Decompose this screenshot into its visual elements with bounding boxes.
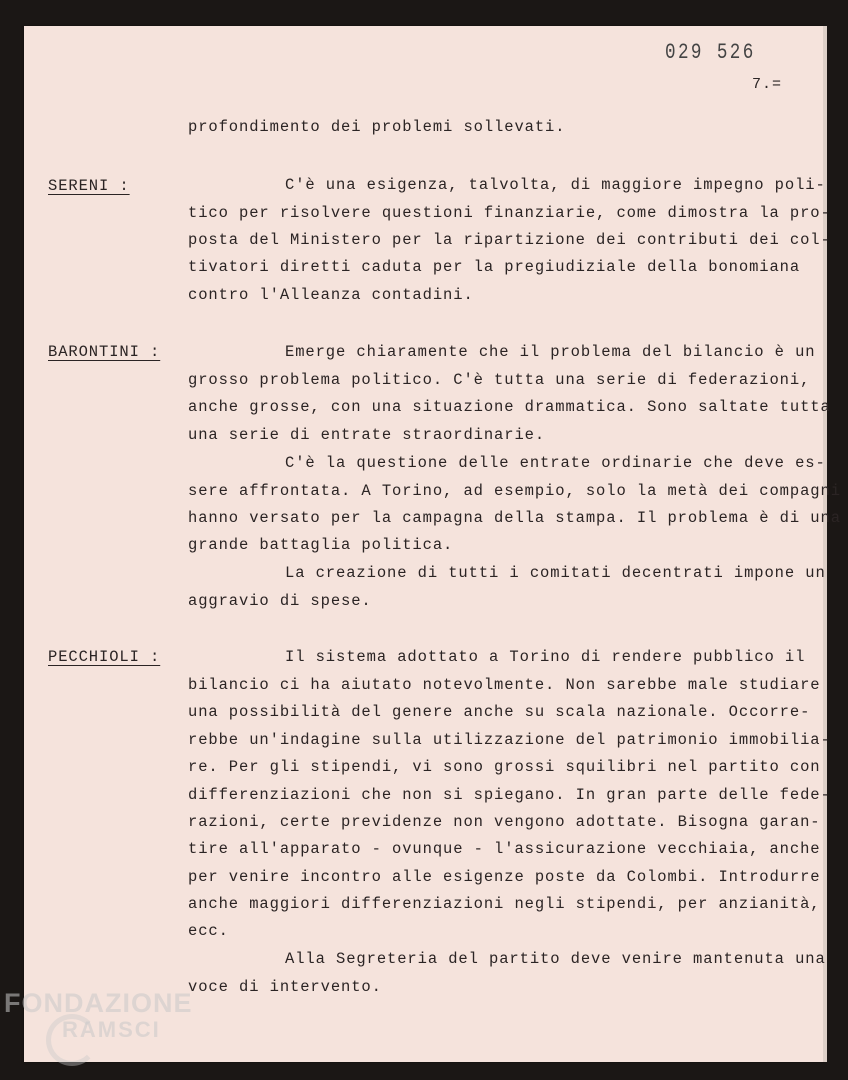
text-line: per venire incontro alle esigenze poste da Colombi. Introdurre [188,868,821,886]
text-line: La creazione di tutti i comitati decentrati impone un [285,564,826,582]
text-line: bilancio ci ha aiutato notevolmente. Non sarebbe male studiare [188,676,821,694]
text-line: C'è la questione delle entrate ordinarie che deve es- [285,454,826,472]
text-line: posta del Ministero per la ripartizione dei contributi dei col- [188,231,831,249]
text-line: tico per risolvere questioni finanziarie, come dimostra la pro- [188,204,831,222]
watermark-line2: RAMSCI [62,1017,161,1042]
watermark-line1: FONDAZIONE [4,988,193,1018]
watermark [4,988,193,1043]
archive-number: 029 526 [665,40,756,65]
text-line: C'è una esigenza, talvolta, di maggiore impegno poli- [285,176,826,194]
text-line: Il sistema adottato a Torino di rendere pubblico il [285,648,806,666]
text-line: tire all'apparato - ovunque - l'assicurazione vecchiaia, anche [188,840,821,858]
text-line: differenziazioni che non si spiegano. In gran parte delle fede- [188,786,831,804]
speaker-label-barontini: BARONTINI : [48,343,161,361]
text-line: aggravio di spese. [188,592,372,610]
text-line: ecc. [188,922,229,940]
text-line: profondimento dei problemi sollevati. [188,118,566,136]
speaker-label-pecchioli: PECCHIOLI : [48,648,161,666]
text-line: re. Per gli stipendi, vi sono grossi squilibri nel partito con [188,758,821,776]
text-line: una possibilità del genere anche su scala nazionale. Occorre- [188,703,811,721]
text-line: grosso problema politico. C'è tutta una serie di federazioni, [188,371,811,389]
text-line: contro l'Alleanza contadini. [188,286,474,304]
page-number: 7.= [752,76,783,93]
text-line: anche maggiori differenziazioni negli stipendi, per anzianità, [188,895,821,913]
speaker-label-sereni: SERENI : [48,177,130,195]
text-line: razioni, certe previdenze non vengono adottate. Bisogna garan- [188,813,821,831]
text-line: Emerge chiaramente che il problema del bilancio è un [285,343,816,361]
text-line: grande battaglia politica. [188,536,454,554]
text-line: Alla Segreteria del partito deve venire mantenuta una [285,950,826,968]
text-line: rebbe un'indagine sulla utilizzazione del patrimonio immobilia- [188,731,831,749]
text-line: voce di intervento. [188,978,382,996]
text-line: anche grosse, con una situazione drammatica. Sono saltate tutta [188,398,831,416]
text-line: tivatori diretti caduta per la pregiudiziale della bonomiana [188,258,801,276]
text-line: sere affrontata. A Torino, ad esempio, solo la metà dei compagni [188,482,841,500]
text-line: una serie di entrate straordinarie. [188,426,546,444]
text-line: hanno versato per la campagna della stampa. Il problema è di una [188,509,841,527]
